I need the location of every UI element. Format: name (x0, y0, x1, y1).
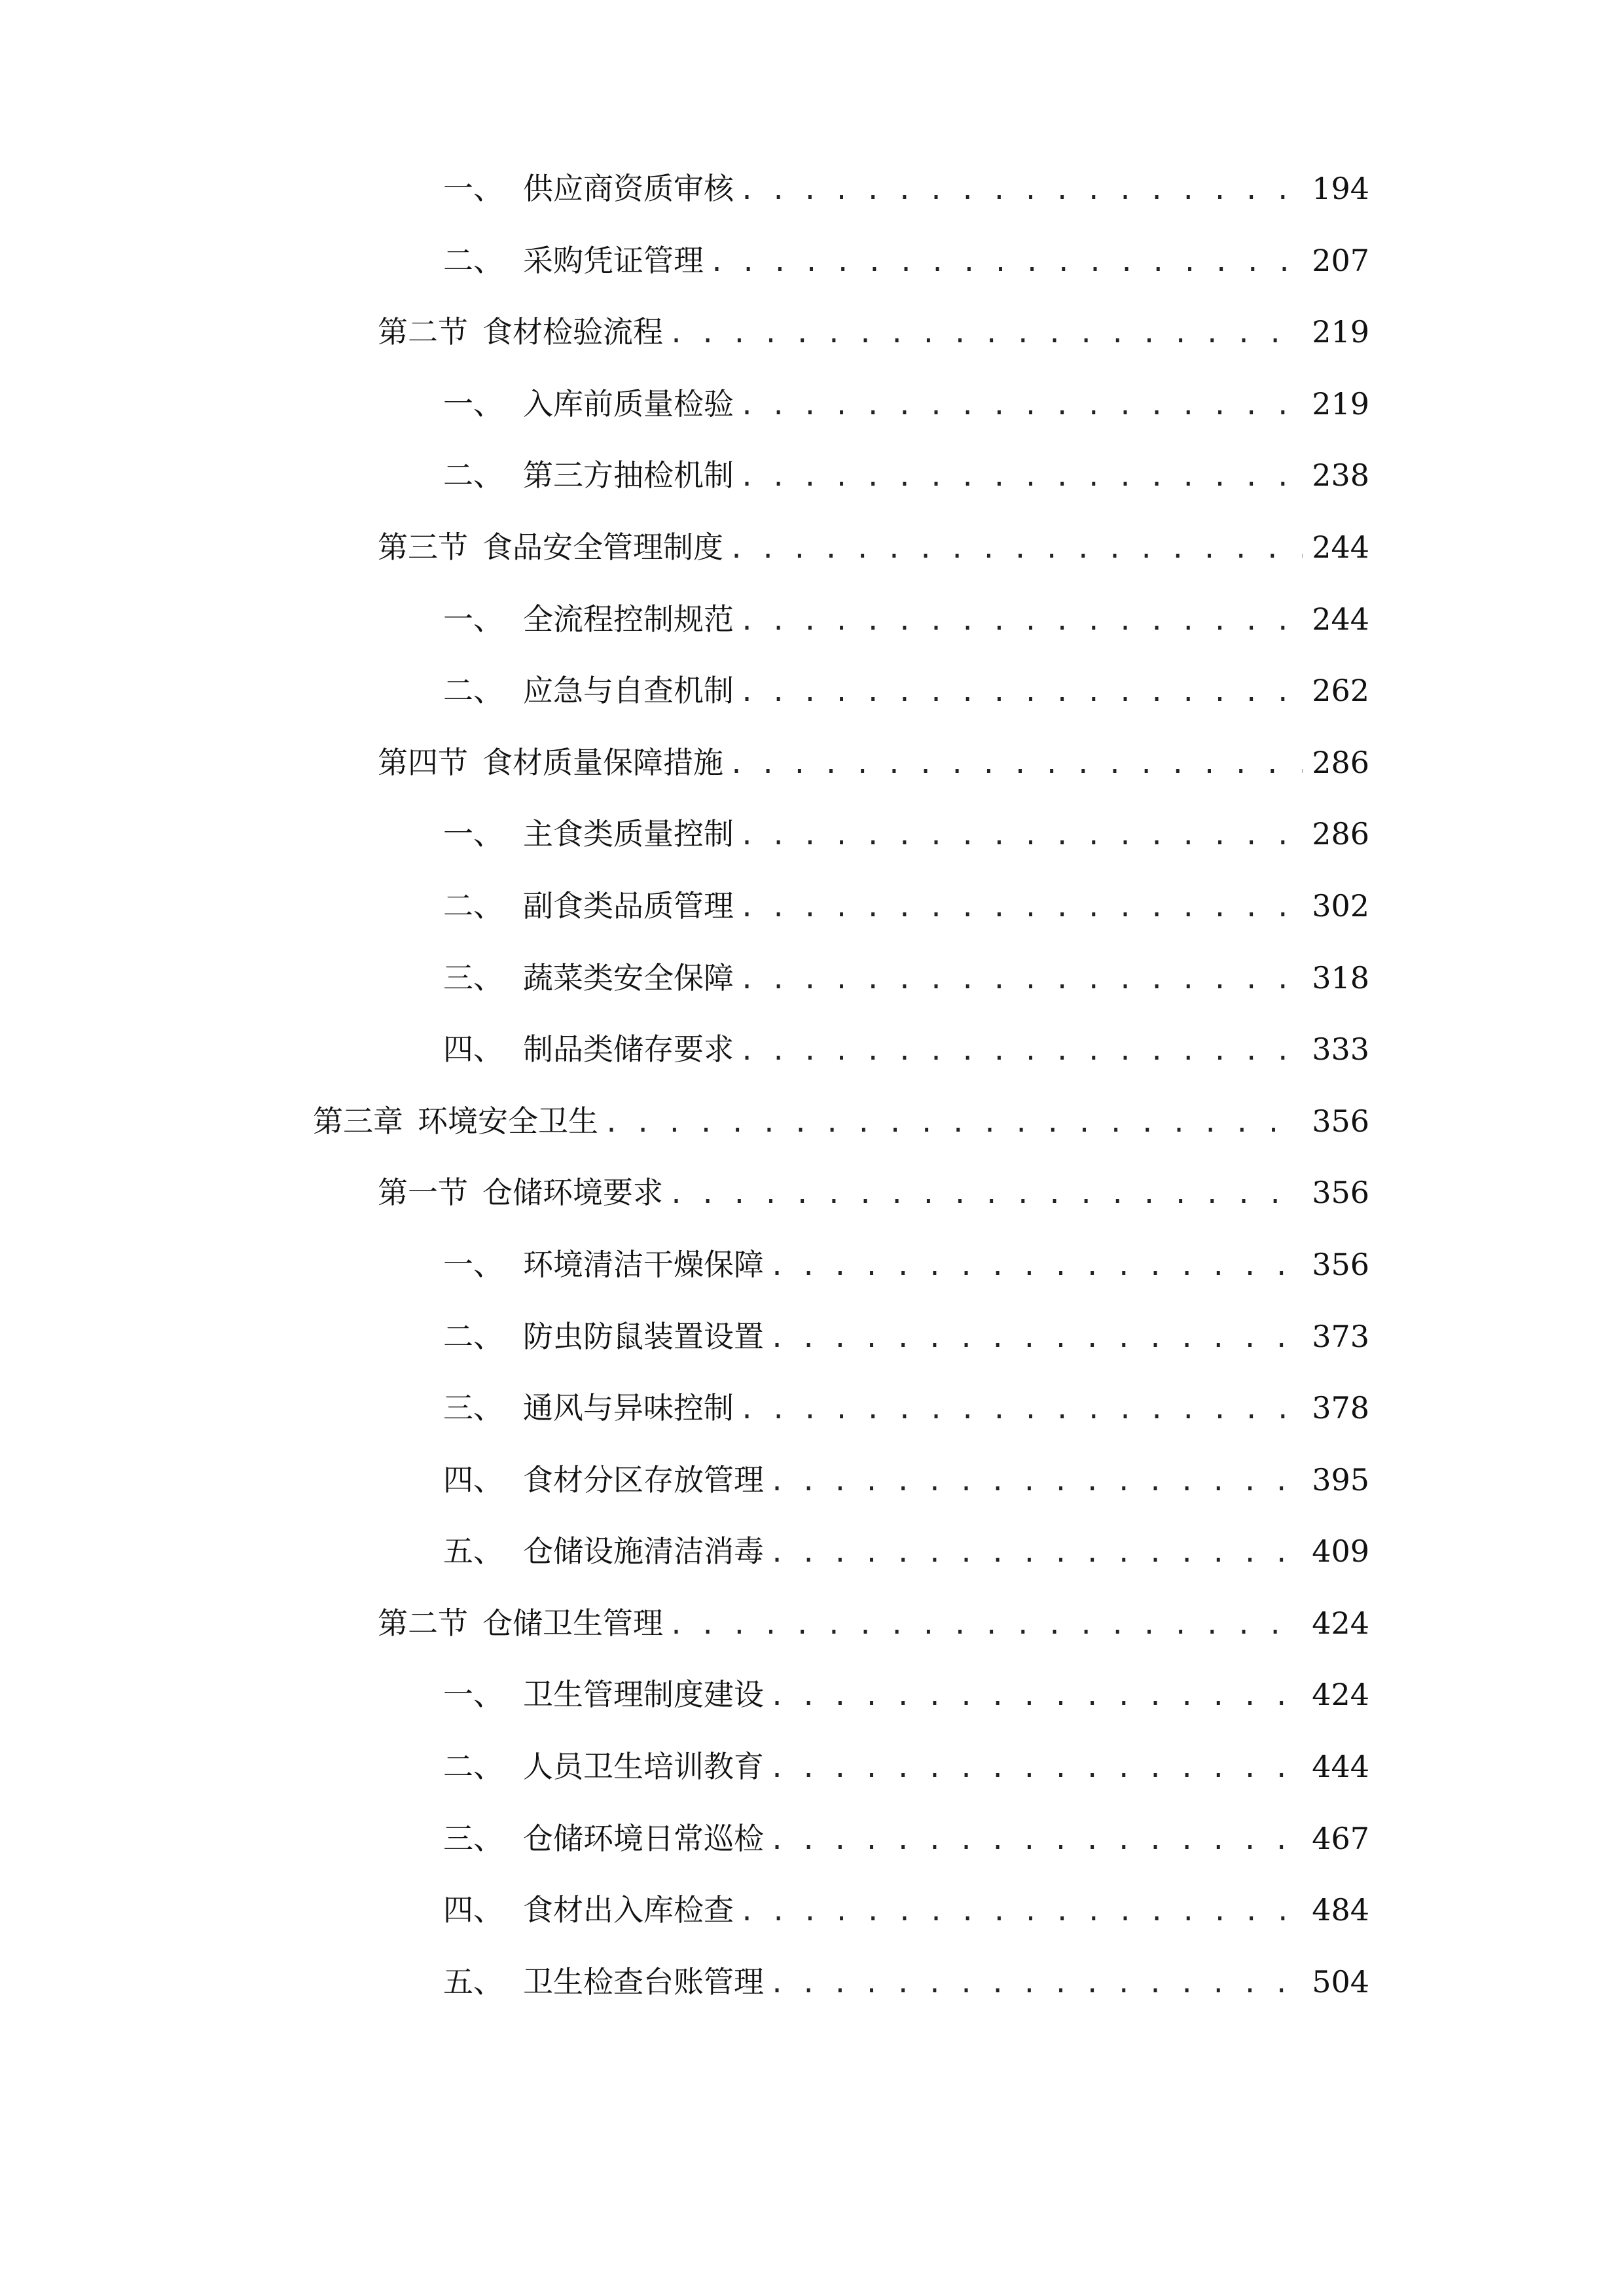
toc-entry-title: 卫生管理制度建设 (523, 1677, 764, 1713)
toc-entry-page-number: 395 (1312, 1462, 1369, 1498)
dot-leader (739, 895, 1303, 921)
toc-entry-page-number: 318 (1312, 960, 1369, 996)
toc-entry-page-number: 378 (1312, 1390, 1369, 1426)
toc-entry-title: 蔬菜类安全保障 (523, 960, 734, 996)
dot-leader (668, 321, 1303, 347)
toc-entry[interactable] (0, 601, 1369, 676)
toc-entry-title: 仓储卫生管理 (482, 1605, 663, 1641)
toc-entry-title: 采购凭证管理 (523, 242, 704, 278)
toc-entry-title: 环境清洁干燥保障 (523, 1246, 764, 1282)
toc-entry[interactable] (0, 1318, 1369, 1393)
toc-entry-page-number: 194 (1312, 171, 1369, 206)
toc-entry-number: 第三章 (313, 1103, 403, 1139)
toc-entry-page-number: 244 (1312, 601, 1369, 637)
toc-entry-title: 入库前质量检验 (523, 386, 734, 422)
dot-leader (604, 1110, 1303, 1136)
toc-entry-title: 食材检验流程 (482, 314, 663, 350)
toc-entry-number: 二、 (443, 457, 503, 493)
dot-leader (739, 679, 1303, 706)
dot-leader (739, 1899, 1303, 1925)
toc-entry-page-number: 373 (1312, 1318, 1369, 1354)
toc-entry-title: 仓储环境日常巡检 (523, 1820, 764, 1856)
toc-entry-title: 食品安全管理制度 (482, 529, 723, 565)
dot-leader (739, 1038, 1303, 1064)
toc-entry[interactable] (0, 1605, 1369, 1680)
toc-entry-page-number: 444 (1312, 1749, 1369, 1785)
toc-entry-title: 制品类储存要求 (523, 1031, 734, 1067)
toc-entry[interactable] (0, 1031, 1369, 1106)
toc-entry-number: 第三节 (378, 529, 468, 565)
toc-entry-number: 三、 (443, 1390, 503, 1426)
toc-entry-page-number: 286 (1312, 816, 1369, 852)
toc-entry[interactable] (0, 1820, 1369, 1895)
toc-entry-number: 二、 (443, 1749, 503, 1785)
toc-entry-number: 五、 (443, 1964, 503, 2000)
toc-entry-number: 一、 (443, 816, 503, 852)
toc-entry-number: 四、 (443, 1031, 503, 1067)
dot-leader (739, 464, 1303, 490)
toc-entry[interactable] (0, 457, 1369, 532)
toc-entry[interactable] (0, 314, 1369, 389)
toc-entry-number: 第四节 (378, 744, 468, 780)
toc-entry[interactable] (0, 1246, 1369, 1321)
toc-entry-page-number: 219 (1312, 386, 1369, 422)
toc-entry[interactable] (0, 816, 1369, 891)
toc-entry-title: 仓储设施清洁消毒 (523, 1534, 764, 1570)
toc-entry-page-number: 262 (1312, 673, 1369, 709)
toc-entry-title: 主食类质量控制 (523, 816, 734, 852)
toc-entry[interactable] (0, 386, 1369, 461)
toc-entry-number: 一、 (443, 1246, 503, 1282)
dot-leader (769, 1971, 1303, 1997)
toc-entry-title: 第三方抽检机制 (523, 457, 734, 493)
toc-entry-page-number: 219 (1312, 314, 1369, 350)
toc-entry[interactable] (0, 1390, 1369, 1465)
toc-entry-page-number: 356 (1312, 1246, 1369, 1282)
toc-entry-page-number: 356 (1312, 1103, 1369, 1139)
toc-entry-number: 四、 (443, 1892, 503, 1928)
toc-entry-title: 供应商资质审核 (523, 171, 734, 206)
toc-entry-number: 一、 (443, 1677, 503, 1713)
toc-entry[interactable] (0, 529, 1369, 604)
toc-entry-title: 全流程控制规范 (523, 601, 734, 637)
toc-entry-page-number: 484 (1312, 1892, 1369, 1928)
dot-leader (739, 608, 1303, 634)
toc-entry-title: 人员卫生培训教育 (523, 1749, 764, 1785)
dot-leader (709, 249, 1303, 276)
toc-entry-title: 副食类品质管理 (523, 888, 734, 924)
toc-entry-title: 食材分区存放管理 (523, 1462, 764, 1498)
dot-leader (668, 1181, 1303, 1208)
toc-entry-page-number: 302 (1312, 888, 1369, 924)
dot-leader (739, 1397, 1303, 1423)
toc-entry-title: 食材质量保障措施 (482, 744, 723, 780)
dot-leader (769, 1325, 1303, 1352)
dot-leader (739, 823, 1303, 849)
toc-entry-page-number: 286 (1312, 744, 1369, 780)
toc-entry-title: 食材出入库检查 (523, 1892, 734, 1928)
toc-entry-number: 四、 (443, 1462, 503, 1498)
toc-entry-page-number: 467 (1312, 1820, 1369, 1856)
toc-entry[interactable] (0, 1964, 1369, 2039)
dot-leader (739, 393, 1303, 419)
toc-entry-number: 三、 (443, 1820, 503, 1856)
toc-entry[interactable] (0, 1462, 1369, 1537)
toc-entry-page-number: 207 (1312, 242, 1369, 278)
toc-entry[interactable] (0, 173, 1369, 245)
toc-entry-number: 五、 (443, 1534, 503, 1570)
toc-entry-title: 通风与异味控制 (523, 1390, 734, 1426)
dot-leader (739, 177, 1303, 204)
toc-entry[interactable] (0, 1892, 1369, 1967)
toc-entry-title: 卫生检查台账管理 (523, 1964, 764, 2000)
dot-leader (739, 967, 1303, 993)
toc-entry-number: 第一节 (378, 1175, 468, 1211)
toc-entry[interactable] (0, 1103, 1369, 1178)
toc-entry-page-number: 504 (1312, 1964, 1369, 2000)
toc-entry-number: 第二节 (378, 1605, 468, 1641)
toc-entry-number: 第二节 (378, 314, 468, 350)
toc-entry-page-number: 424 (1312, 1605, 1369, 1641)
toc-entry-page-number: 333 (1312, 1031, 1369, 1067)
dot-leader (769, 1540, 1303, 1566)
toc-entry-number: 一、 (443, 171, 503, 206)
toc-entry[interactable] (0, 242, 1369, 317)
toc-entry-number: 二、 (443, 673, 503, 709)
table-of-contents (0, 173, 1624, 2038)
dot-leader (769, 1469, 1303, 1495)
toc-entry-page-number: 424 (1312, 1677, 1369, 1713)
toc-entry-number: 二、 (443, 888, 503, 924)
toc-entry-page-number: 409 (1312, 1534, 1369, 1570)
dot-leader (729, 536, 1303, 562)
dot-leader (729, 751, 1303, 778)
toc-entry[interactable] (0, 1536, 1369, 1608)
toc-entry-number: 二、 (443, 1318, 503, 1354)
toc-entry[interactable] (0, 960, 1369, 1035)
toc-entry-page-number: 238 (1312, 457, 1369, 493)
toc-entry-page-number: 244 (1312, 529, 1369, 565)
toc-entry-number: 一、 (443, 386, 503, 422)
toc-entry-title: 应急与自查机制 (523, 673, 734, 709)
toc-entry[interactable] (0, 744, 1369, 819)
toc-entry-title: 防虫防鼠装置设置 (523, 1318, 764, 1354)
toc-entry-title: 仓储环境要求 (482, 1175, 663, 1211)
dot-leader (769, 1827, 1303, 1854)
toc-entry[interactable] (0, 1679, 1369, 1751)
toc-entry-number: 一、 (443, 601, 503, 637)
toc-entry-title: 环境安全卫生 (418, 1103, 598, 1139)
dot-leader (769, 1253, 1303, 1280)
toc-entry-number: 三、 (443, 960, 503, 996)
toc-entry[interactable] (0, 675, 1369, 747)
toc-entry[interactable] (0, 1177, 1369, 1249)
dot-leader (668, 1612, 1303, 1638)
toc-entry-page-number: 356 (1312, 1175, 1369, 1211)
toc-entry[interactable] (0, 888, 1369, 963)
toc-entry[interactable] (0, 1751, 1369, 1823)
dot-leader (769, 1755, 1303, 1782)
toc-entry-number: 二、 (443, 242, 503, 278)
dot-leader (769, 1683, 1303, 1710)
